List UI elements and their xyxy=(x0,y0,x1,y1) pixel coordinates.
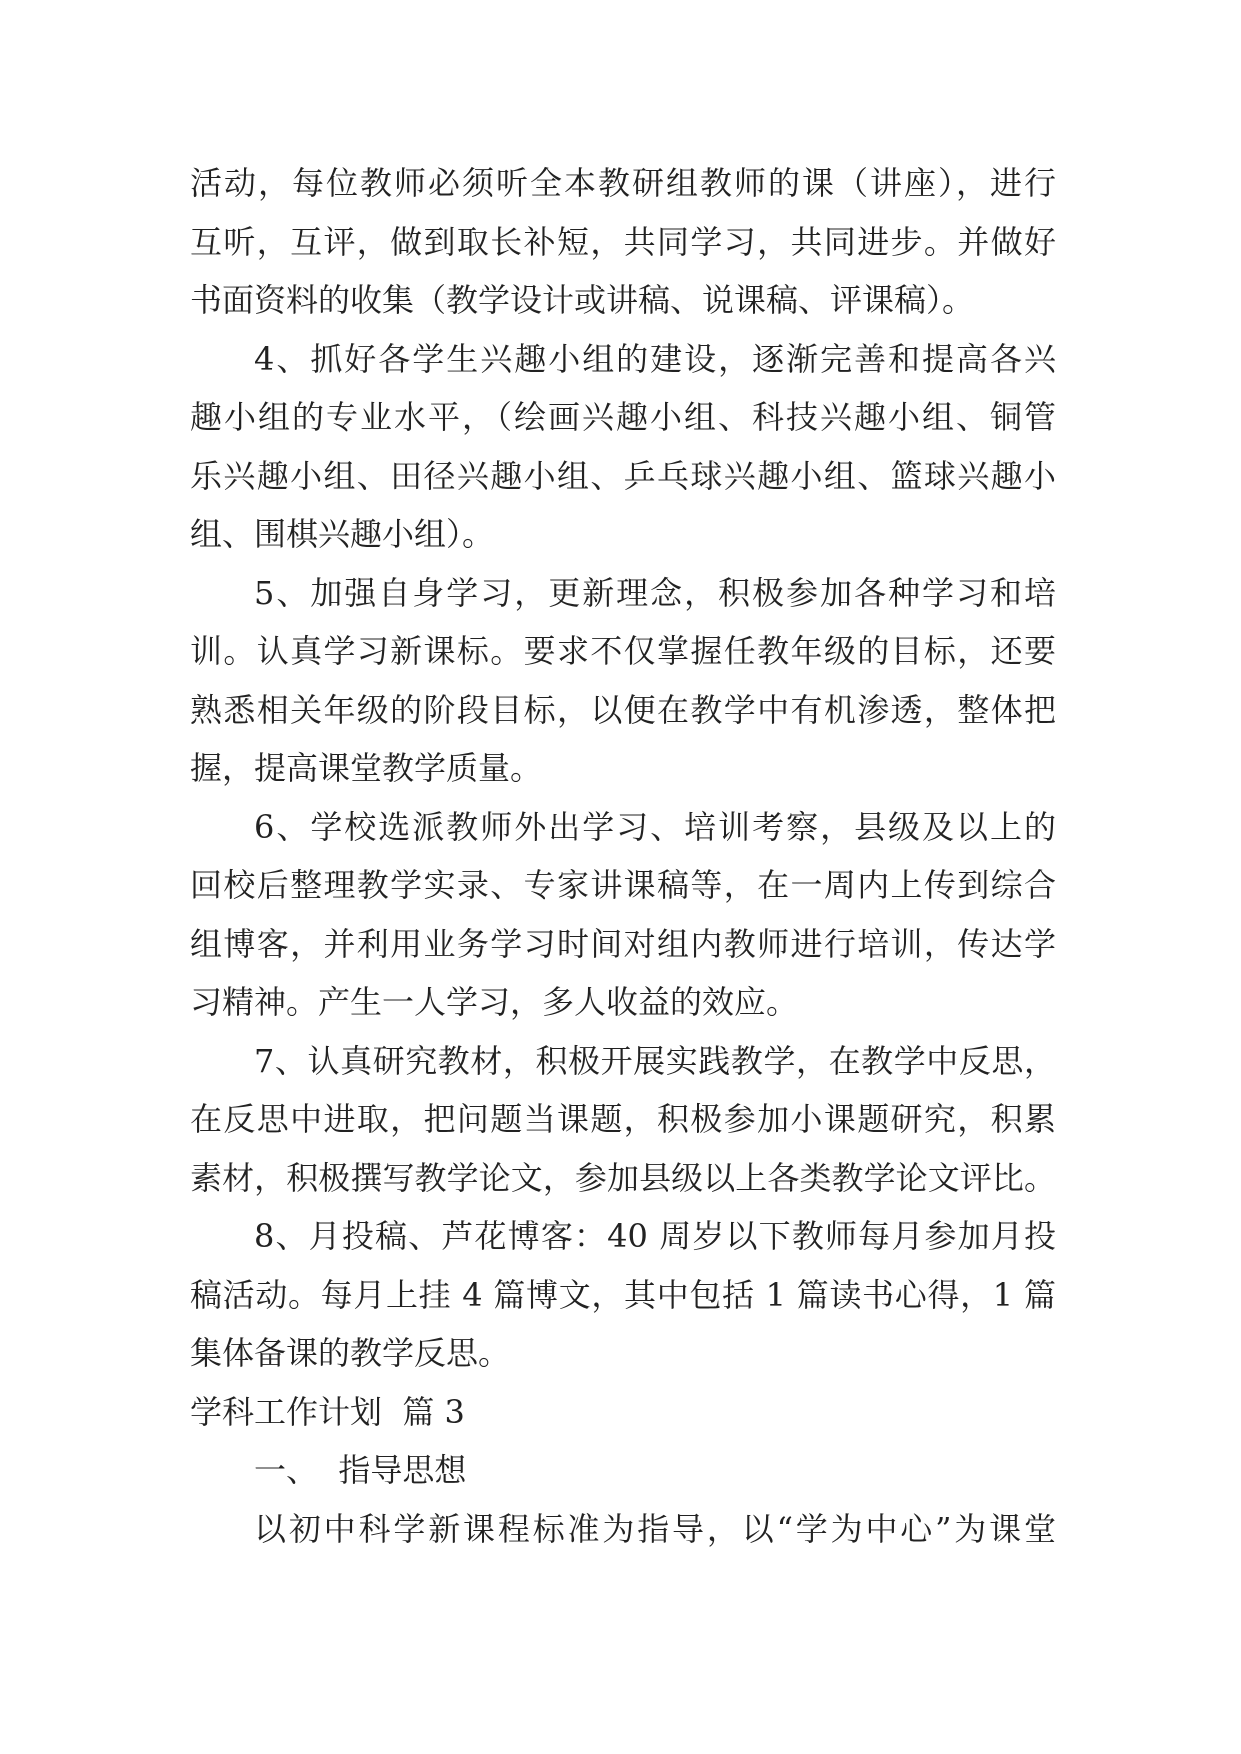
text-line: 习精神。产生一人学习，多人收益的效应。 xyxy=(190,983,799,1021)
text-line: 7、认真研究教材，积极开展实践教学，在教学中反思， xyxy=(254,1041,1056,1080)
document-body xyxy=(190,154,1056,1558)
text-line: 4、抓好各学生兴趣小组的建设，逐渐完善和提高各兴 xyxy=(254,339,1056,378)
subsection-heading: 一、 指导思想 xyxy=(254,1451,467,1489)
text-line: 组博客，并利用业务学习时间对组内教师进行培训，传达学 xyxy=(190,924,1056,963)
text-line: 5、加强自身学习，更新理念，积极参加各种学习和培 xyxy=(254,573,1056,612)
text-line: 在反思中进取，把问题当课题，积极参加小课题研究，积累 xyxy=(190,1100,1056,1138)
text-line: 8、月投稿、芦花博客：40 周岁以下教师每月参加月投 xyxy=(254,1217,1056,1255)
text-line: 互听，互评，做到取长补短，共同学习，共同进步。并做好 xyxy=(190,222,1056,261)
text-line: 书面资料的收集（教学设计或讲稿、说课稿、评课稿）。 xyxy=(190,281,975,319)
text-line: 稿活动。每月上挂 4 篇博文，其中包括 1 篇读书心得，1 篇 xyxy=(190,1275,1056,1314)
text-line: 组、围棋兴趣小组）。 xyxy=(190,515,495,553)
text-line: 集体备课的教学反思。 xyxy=(190,1334,511,1372)
text-line: 回校后整理教学实录、专家讲课稿等，在一周内上传到综合 xyxy=(190,866,1056,904)
text-line: 乐兴趣小组、田径兴趣小组、乒乓球兴趣小组、篮球兴趣小 xyxy=(190,456,1056,495)
text-line: 素材，积极撰写教学论文，参加县级以上各类教学论文评比。 xyxy=(190,1158,1056,1197)
text-line: 以初中科学新课程标准为指导，以“学为中心”为课堂 xyxy=(254,1509,1056,1548)
text-line: 6、学校选派教师外出学习、培训考察，县级及以上的 xyxy=(254,807,1056,846)
text-line: 熟悉相关年级的阶段目标，以便在教学中有机渗透，整体把 xyxy=(190,690,1056,729)
text-line: 活动，每位教师必须听全本教研组教师的课（讲座），进行 xyxy=(190,164,1056,202)
section-heading: 学科工作计划 篇 3 xyxy=(190,1392,465,1431)
text-line: 握，提高课堂教学质量。 xyxy=(190,749,543,787)
text-line: 训。认真学习新课标。要求不仅掌握任教年级的目标，还要 xyxy=(190,632,1056,670)
text-line: 趣小组的专业水平，（绘画兴趣小组、科技兴趣小组、铜管 xyxy=(190,398,1056,436)
